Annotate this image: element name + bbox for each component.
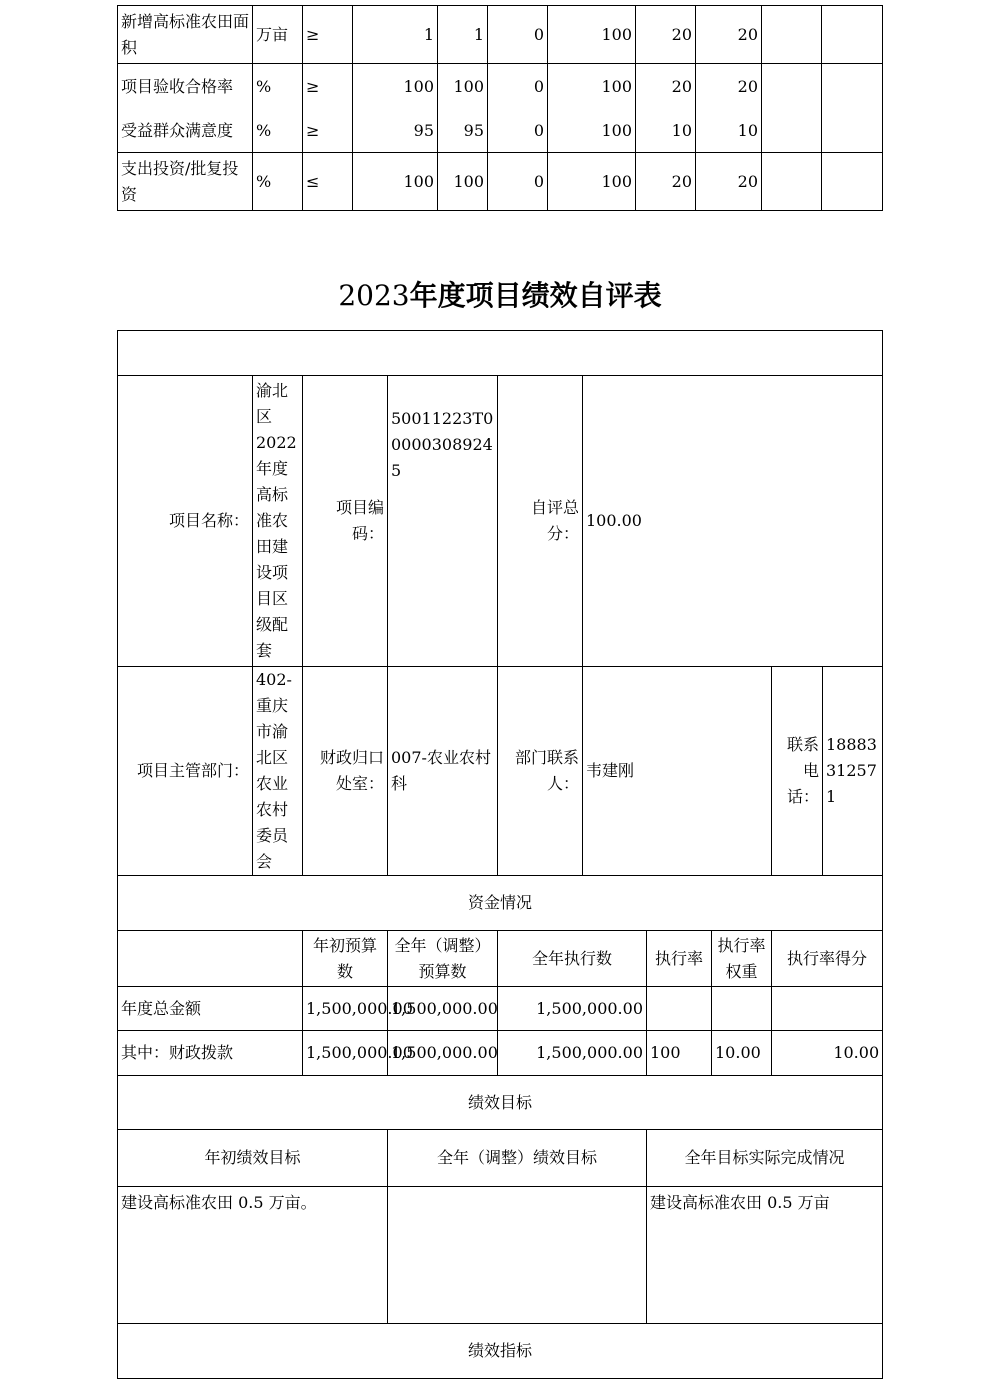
table-row: [118, 6, 883, 64]
indicator-name: 项目验收合格率: [118, 64, 253, 111]
funds-adjusted: 1,500,000.00: [388, 1031, 498, 1076]
indicator-actual: 1: [438, 6, 488, 64]
indicator-deviation: 0: [488, 64, 548, 111]
self-score-label: 自评总分：: [498, 376, 583, 667]
title-text: 年度项目绩效自评表: [409, 279, 662, 312]
indicator-score: 10: [696, 111, 762, 153]
indicator-actual: 100: [438, 64, 488, 111]
funds-rate-weight: 10.00: [712, 1031, 772, 1076]
indicator-actual: 95: [438, 111, 488, 153]
goals-header-initial: 年初绩效目标: [118, 1130, 388, 1187]
blank-header-row: [118, 331, 883, 376]
funds-row-label: 年度总金额: [118, 987, 303, 1031]
indicators-section-row: [118, 1324, 883, 1379]
funds-header-rate-weight: 执行率权重: [712, 931, 772, 987]
indicator-name: 支出投资/批复投资: [118, 153, 253, 211]
funds-section-row: [118, 876, 883, 931]
project-name: 渝北区 2022 年度高标准农田建设项目区级配套: [253, 376, 303, 667]
title-year: 2023: [338, 279, 410, 312]
goals-header-adjusted: 全年（调整）绩效目标: [388, 1130, 647, 1187]
funds-header-adjusted: 全年（调整）预算数: [388, 931, 498, 987]
indicator-note: [762, 111, 822, 153]
indicator-extra: [822, 64, 883, 111]
indicator-operator: ≥: [303, 6, 353, 64]
funds-row-label: 其中：财政拨款: [118, 1031, 303, 1076]
indicator-unit: %: [253, 64, 303, 111]
funds-rate-score: 10.00: [772, 1031, 883, 1076]
indicator-operator: ≤: [303, 153, 353, 211]
goal-adjusted: [388, 1187, 647, 1324]
indicator-rate: 100: [548, 153, 636, 211]
funds-header-rate: 执行率: [647, 931, 712, 987]
table-row: [118, 111, 883, 153]
indicator-target: 100: [353, 153, 438, 211]
department-label: 项目主管部门：: [118, 667, 253, 876]
funds-budget: 1,500,000.00: [303, 987, 388, 1031]
indicator-deviation: 0: [488, 111, 548, 153]
funds-rate: 100: [647, 1031, 712, 1076]
funds-header-blank: [118, 931, 303, 987]
indicator-unit: 万亩: [253, 6, 303, 64]
contact-name: 韦建刚: [583, 667, 772, 876]
funds-executed: 1,500,000.00: [498, 1031, 647, 1076]
page-title: [0, 276, 1000, 316]
indicator-note: [762, 64, 822, 111]
funds-rate-score: [772, 987, 883, 1031]
project-code: 50011223T000003089245: [388, 376, 498, 667]
project-code-label: 项目编码：: [303, 376, 388, 667]
indicator-table-continued: [117, 5, 883, 211]
funds-executed: 1,500,000.00: [498, 987, 647, 1031]
indicator-extra: [822, 111, 883, 153]
indicator-rate: 100: [548, 111, 636, 153]
table-row: [118, 987, 883, 1031]
indicator-extra: [822, 153, 883, 211]
indicator-weight: 20: [636, 153, 696, 211]
self-score: 100.00: [583, 376, 883, 667]
indicator-target: 100: [353, 64, 438, 111]
table-row: [118, 64, 883, 111]
funds-header-row: [118, 931, 883, 987]
indicator-score: 20: [696, 64, 762, 111]
indicator-deviation: 0: [488, 6, 548, 64]
indicator-rate: 100: [548, 6, 636, 64]
contact-label: 部门联系人：: [498, 667, 583, 876]
indicator-unit: %: [253, 111, 303, 153]
indicator-weight: 20: [636, 64, 696, 111]
goals-section-title: 绩效目标: [118, 1076, 883, 1130]
goals-header-row: [118, 1130, 883, 1187]
funds-header-rate-score: 执行率得分: [772, 931, 883, 987]
indicator-weight: 20: [636, 6, 696, 64]
department: 402-重庆市渝北区农业农村委员会: [253, 667, 303, 876]
table-row: [118, 1031, 883, 1076]
indicator-unit: %: [253, 153, 303, 211]
department-info-row: [118, 667, 883, 876]
indicator-extra: [822, 6, 883, 64]
indicator-rate: 100: [548, 64, 636, 111]
indicator-target: 95: [353, 111, 438, 153]
indicator-operator: ≥: [303, 111, 353, 153]
funds-header-executed: 全年执行数: [498, 931, 647, 987]
indicator-name: 新增高标准农田面积: [118, 6, 253, 64]
goal-actual: 建设高标准农田 0.5 万亩: [647, 1187, 883, 1324]
indicator-actual: 100: [438, 153, 488, 211]
indicators-section-title: 绩效指标: [118, 1324, 883, 1379]
funds-header-budget: 年初预算数: [303, 931, 388, 987]
evaluation-table: [117, 330, 883, 1379]
indicator-score: 20: [696, 6, 762, 64]
goals-section-row: [118, 1076, 883, 1130]
funds-adjusted: 1,500,000.00: [388, 987, 498, 1031]
table-row: [118, 153, 883, 211]
finance-office: 007-农业农村科: [388, 667, 498, 876]
goal-initial: 建设高标准农田 0.5 万亩。: [118, 1187, 388, 1324]
project-name-label: 项目名称：: [118, 376, 253, 667]
indicator-operator: ≥: [303, 64, 353, 111]
indicator-note: [762, 153, 822, 211]
funds-budget: 1,500,000.00: [303, 1031, 388, 1076]
goals-header-actual: 全年目标实际完成情况: [647, 1130, 883, 1187]
finance-office-label: 财政归口处室：: [303, 667, 388, 876]
funds-rate-weight: [712, 987, 772, 1031]
phone-label: 联系电话：: [772, 667, 823, 876]
indicator-score: 20: [696, 153, 762, 211]
project-info-row: [118, 376, 883, 667]
funds-section-title: 资金情况: [118, 876, 883, 931]
phone-number: 18883312571: [823, 667, 883, 876]
indicator-target: 1: [353, 6, 438, 64]
goals-content-row: [118, 1187, 883, 1324]
indicator-weight: 10: [636, 111, 696, 153]
indicator-name: 受益群众满意度: [118, 111, 253, 153]
indicator-deviation: 0: [488, 153, 548, 211]
indicator-note: [762, 6, 822, 64]
funds-rate: [647, 987, 712, 1031]
